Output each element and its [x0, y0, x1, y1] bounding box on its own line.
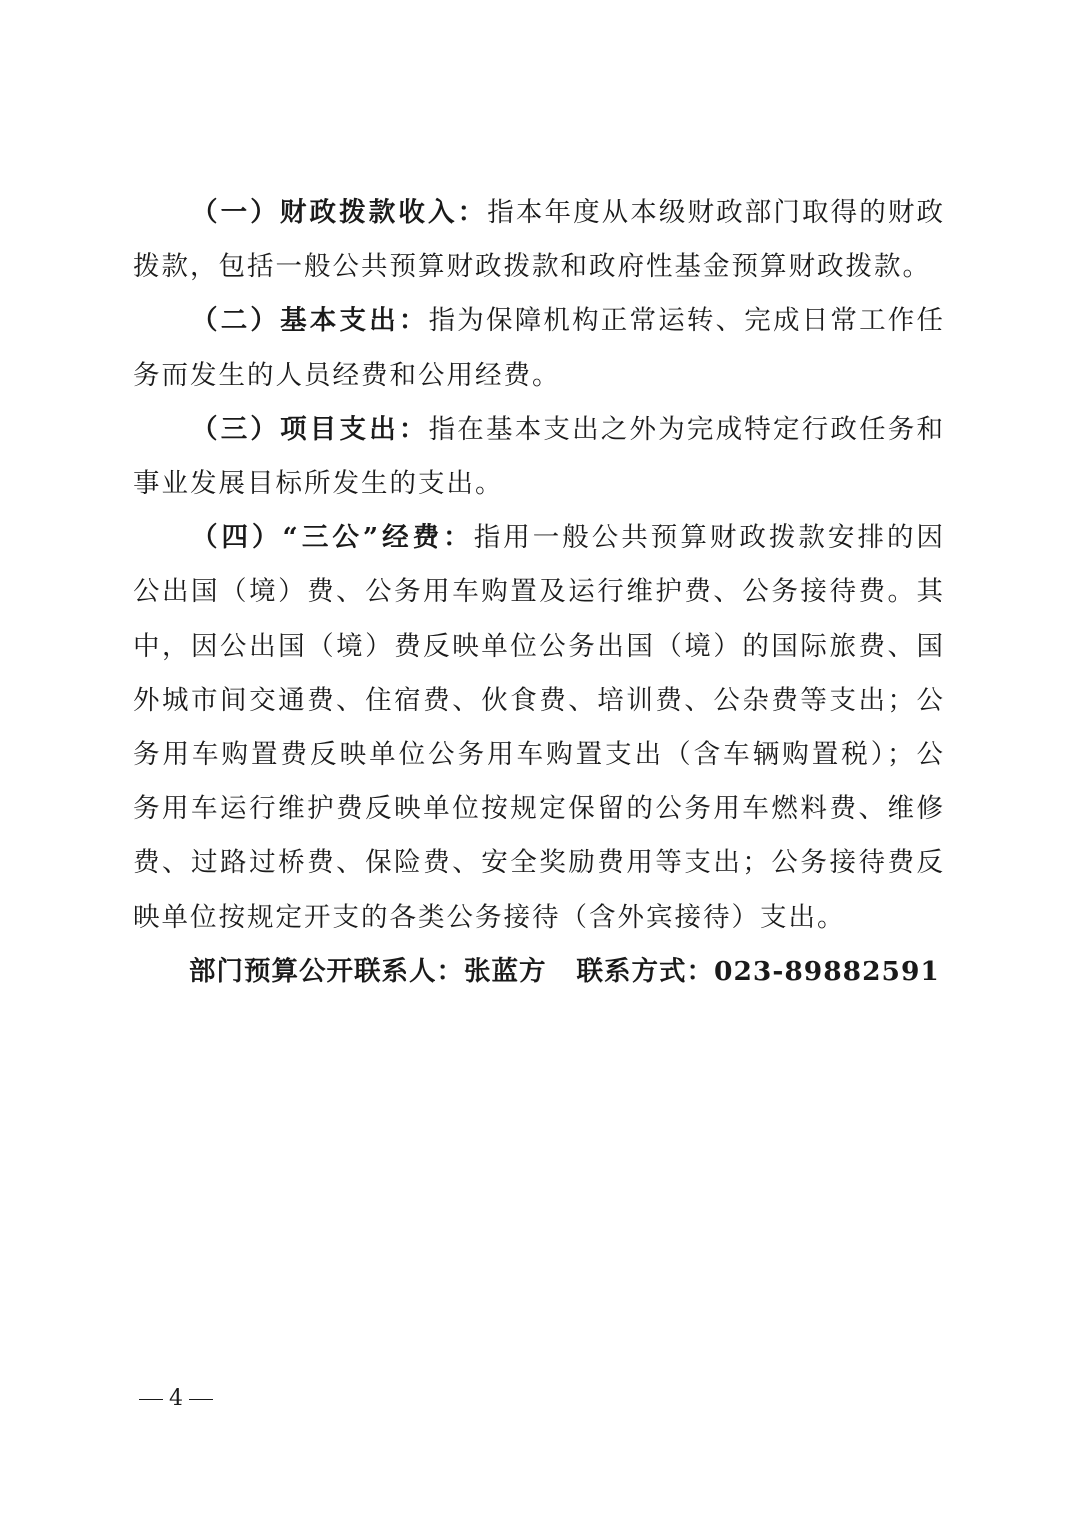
definition-paragraph-3 — [133, 403, 945, 511]
definition-paragraph-2 — [133, 294, 945, 402]
contact-person: 部门预算公开联系人：张蓝方 — [189, 955, 547, 987]
contact-phone: 联系方式：023-89882591 — [576, 955, 940, 987]
page-footer — [133, 1385, 219, 1413]
definition-term: （二）基本支出： — [191, 305, 429, 337]
footer-dash-left — [139, 1399, 163, 1400]
footer-dash-right — [189, 1399, 213, 1400]
definition-text: 指为保障机构正常运转、完成日常工作任务而发生的人员经费和公用经费。 — [133, 305, 946, 391]
definition-text: 指在基本支出之外为完成特定行政任务和事业发展目标所发生的支出。 — [133, 413, 946, 500]
definition-term: （四）“三公”经费： — [191, 522, 474, 554]
page-number: 4 — [169, 1386, 183, 1411]
definition-text: 指用一般公共预算财政拨款安排的因公出国（境）费、公务用车购置及运行维护费、公务接待费。其中，因公出国（境）费反映单位公务出国（境）的国际旅费、国外城市间交通费、住宿费、伙食费、培训费、公杂费等支出；公务用车购置费反映单位公务用车购置支出（含车辆购置税）；公务用车运行维护费反映单位按规定保留的公务用车燃料费、维修费、过路过桥费、保险费、安全奖励费用等支出；公务接待费反映单位按规定开支的各类公务接待（含外宾接待）支出。 — [133, 522, 945, 933]
definition-paragraph-1 — [133, 186, 945, 294]
contact-line — [133, 945, 945, 999]
definition-paragraph-4 — [133, 511, 945, 945]
definition-term: （一）财政拨款收入： — [191, 197, 488, 228]
definition-term: （三）项目支出： — [191, 413, 429, 445]
document-body — [133, 186, 945, 999]
definition-text: 指本年度从本级财政部门取得的财政拨款，包括一般公共预算财政拨款和政府性基金预算财政拨款。 — [133, 197, 946, 283]
